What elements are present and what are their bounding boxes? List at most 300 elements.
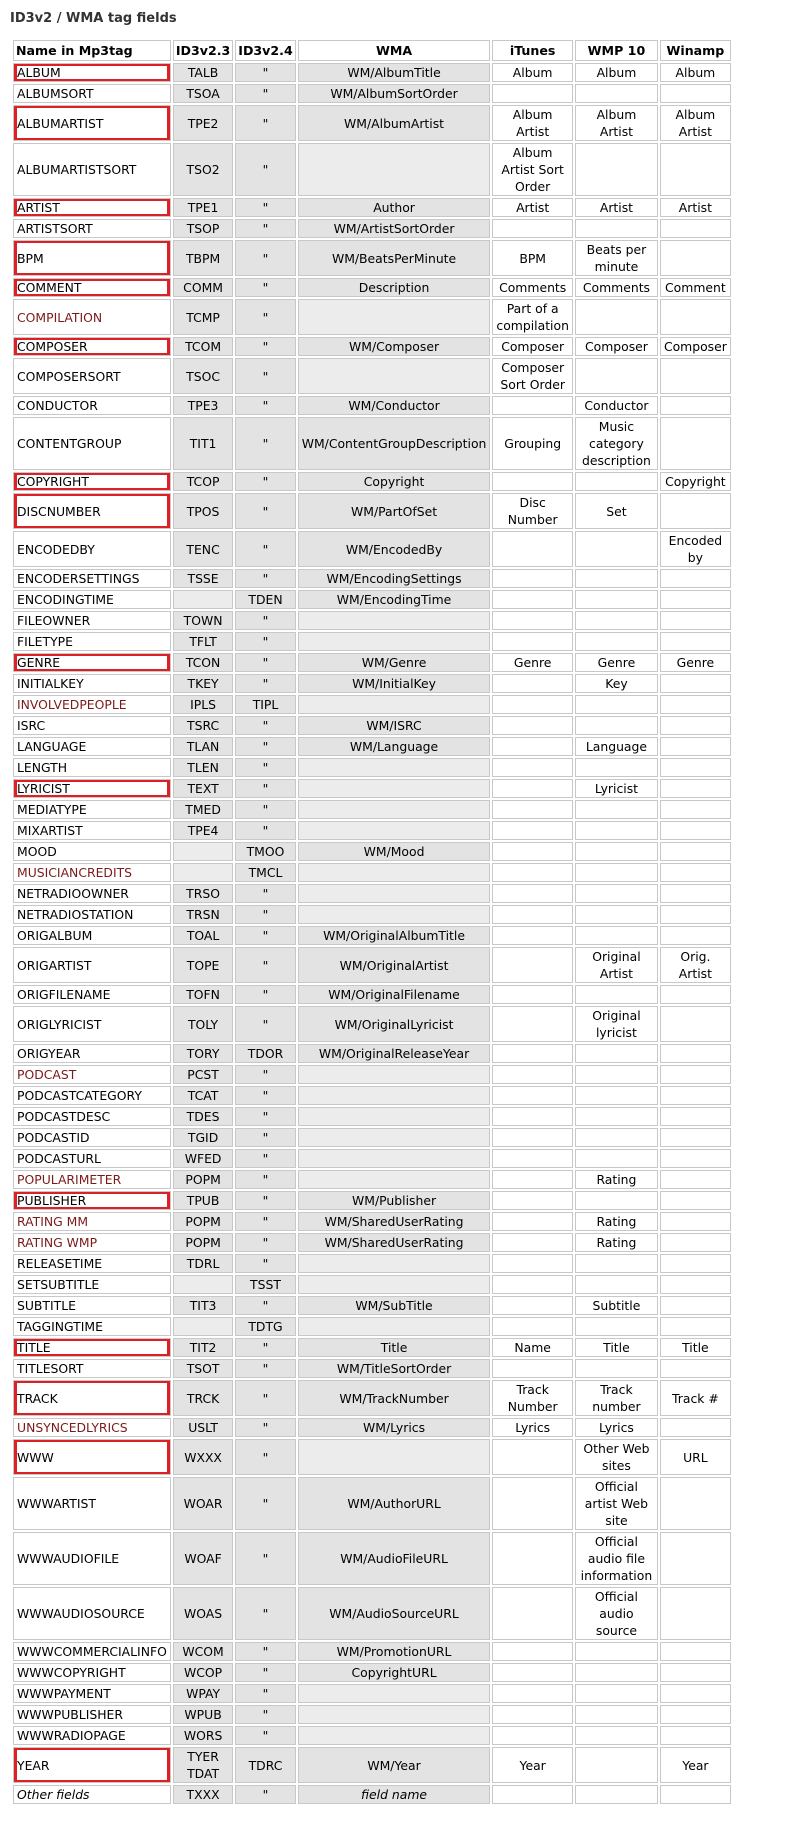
cell-id3v23 xyxy=(173,278,233,297)
cell-itunes xyxy=(492,695,573,714)
table-row xyxy=(13,1532,731,1585)
cell-wma xyxy=(298,947,491,983)
cell-wmp10-text: Rating xyxy=(596,1214,637,1229)
table-row xyxy=(13,1275,731,1294)
table-row xyxy=(13,1785,731,1804)
cell-itunes xyxy=(492,985,573,1004)
cell-id3v24-text: " xyxy=(262,541,269,557)
cell-itunes xyxy=(492,569,573,588)
cell-itunes xyxy=(492,800,573,819)
cell-winamp xyxy=(660,611,731,630)
cell-id3v24-text: TIPL xyxy=(252,697,279,712)
cell-wma xyxy=(298,1296,491,1315)
cell-wma-text: WM/Conductor xyxy=(348,398,440,413)
cell-wmp10-text: Subtitle xyxy=(592,1298,641,1313)
cell-id3v23-text: COMM xyxy=(183,280,223,295)
cell-id3v24 xyxy=(235,1107,295,1126)
cell-id3v23 xyxy=(173,198,233,217)
cell-id3v24-text: " xyxy=(262,1193,269,1208)
cell-wmp10 xyxy=(575,632,658,651)
cell-wmp10-text: Genre xyxy=(597,655,636,670)
cell-wmp10-text: Composer xyxy=(584,339,648,354)
cell-wma-text: WM/Composer xyxy=(349,339,440,354)
cell-id3v23-text: PCST xyxy=(187,1067,219,1082)
cell-wmp10 xyxy=(575,1006,658,1042)
cell-name xyxy=(13,674,171,693)
cell-wma xyxy=(298,632,491,651)
cell-wmp10-text: Official audio file information xyxy=(580,1534,653,1583)
cell-id3v23-text: TLAN xyxy=(186,739,220,754)
cell-id3v24-text: TDOR xyxy=(247,1046,284,1061)
cell-wmp10 xyxy=(575,1418,658,1437)
cell-name-text: ENCODERSETTINGS xyxy=(17,571,140,586)
cell-name xyxy=(13,1212,171,1231)
cell-id3v23 xyxy=(173,1726,233,1745)
table-row xyxy=(13,493,731,529)
cell-id3v23-text: TSSE xyxy=(187,571,219,586)
cell-name-text: ARTIST xyxy=(17,200,60,215)
cell-id3v24 xyxy=(235,1044,295,1063)
cell-winamp xyxy=(660,695,731,714)
table-row xyxy=(13,842,731,861)
table-row xyxy=(13,472,731,491)
cell-id3v23 xyxy=(173,884,233,903)
cell-id3v23-text: TIT1 xyxy=(189,436,217,451)
cell-id3v23-text: TXXX xyxy=(186,1787,220,1802)
cell-id3v23-text: WOAS xyxy=(184,1606,223,1621)
cell-id3v24-text: " xyxy=(262,676,269,691)
cell-wmp10 xyxy=(575,198,658,217)
cell-name xyxy=(13,758,171,777)
cell-itunes xyxy=(492,632,573,651)
cell-itunes xyxy=(492,1705,573,1724)
cell-id3v24 xyxy=(235,358,295,394)
cell-wma xyxy=(298,1006,491,1042)
cell-name-text: GENRE xyxy=(17,655,61,670)
cell-wma xyxy=(298,143,491,196)
cell-id3v23-text: TCOM xyxy=(185,339,222,354)
cell-id3v24-text: " xyxy=(262,823,269,838)
cell-winamp-text: URL xyxy=(683,1449,708,1465)
table-row xyxy=(13,1338,731,1357)
table-row xyxy=(13,737,731,756)
cell-id3v23 xyxy=(173,1233,233,1252)
cell-id3v24 xyxy=(235,219,295,238)
cell-winamp-text: Year xyxy=(682,1757,709,1773)
cell-id3v23-text: TOWN xyxy=(183,613,223,628)
cell-itunes-text: Part of a compilation xyxy=(496,301,569,333)
cell-itunes xyxy=(492,1726,573,1745)
cell-id3v24-text: " xyxy=(262,162,269,177)
cell-id3v23 xyxy=(173,337,233,356)
cell-itunes xyxy=(492,1191,573,1210)
cell-winamp-text: Genre xyxy=(676,655,715,670)
cell-wma-text: WM/AlbumTitle xyxy=(347,65,441,80)
cell-name xyxy=(13,821,171,840)
cell-id3v24 xyxy=(235,905,295,924)
cell-wma xyxy=(298,198,491,217)
cell-itunes-text: BPM xyxy=(519,250,546,266)
cell-itunes xyxy=(492,84,573,103)
cell-wma-text: Author xyxy=(373,200,415,215)
header-itunes: iTunes xyxy=(492,40,573,61)
table-row xyxy=(13,1006,731,1042)
cell-id3v24 xyxy=(235,1380,295,1416)
cell-name xyxy=(13,105,171,141)
cell-winamp xyxy=(660,240,731,276)
cell-wma-text: Copyright xyxy=(363,474,425,489)
cell-name-text: WWWARTIST xyxy=(17,1496,96,1511)
cell-id3v24 xyxy=(235,758,295,777)
cell-id3v23-text: POPM xyxy=(185,1172,221,1187)
cell-wmp10-text: Set xyxy=(606,503,627,519)
cell-name-text: PODCASTURL xyxy=(17,1151,101,1166)
cell-name-text: MUSICIANCREDITS xyxy=(17,865,133,880)
cell-wma xyxy=(298,1254,491,1273)
cell-itunes xyxy=(492,1663,573,1682)
cell-id3v23-text: TFLT xyxy=(189,634,217,649)
cell-id3v24-text: " xyxy=(262,987,269,1002)
cell-name-text: Other fields xyxy=(17,1787,90,1802)
cell-wma-text: WM/SharedUserRating xyxy=(324,1214,464,1229)
cell-winamp xyxy=(660,493,731,529)
table-row xyxy=(13,947,731,983)
cell-id3v23-text: TCMP xyxy=(186,309,220,325)
table-row xyxy=(13,1439,731,1475)
cell-id3v23-text: TRCK xyxy=(186,1390,220,1406)
cell-id3v23 xyxy=(173,1747,233,1783)
cell-wmp10 xyxy=(575,1107,658,1126)
cell-winamp xyxy=(660,1663,731,1682)
cell-id3v24 xyxy=(235,863,295,882)
cell-name xyxy=(13,1275,171,1294)
cell-id3v24 xyxy=(235,493,295,529)
cell-wma xyxy=(298,493,491,529)
cell-winamp xyxy=(660,632,731,651)
cell-id3v23 xyxy=(173,653,233,672)
cell-name-text: POPULARIMETER xyxy=(17,1172,122,1187)
cell-itunes xyxy=(492,1296,573,1315)
cell-id3v24 xyxy=(235,1684,295,1703)
cell-wma xyxy=(298,1086,491,1105)
cell-id3v23 xyxy=(173,1338,233,1357)
cell-id3v23 xyxy=(173,1684,233,1703)
cell-name-text: NETRADIOOWNER xyxy=(17,886,129,901)
cell-id3v24 xyxy=(235,653,295,672)
cell-wma xyxy=(298,569,491,588)
cell-winamp-text: Title xyxy=(682,1340,709,1355)
cell-wma xyxy=(298,695,491,714)
cell-id3v24 xyxy=(235,842,295,861)
cell-id3v23-text: TMED xyxy=(185,802,221,817)
cell-itunes xyxy=(492,396,573,415)
cell-itunes xyxy=(492,1006,573,1042)
cell-winamp xyxy=(660,863,731,882)
cell-id3v24-text: " xyxy=(262,474,269,489)
table-row xyxy=(13,611,731,630)
cell-id3v24 xyxy=(235,1317,295,1336)
cell-id3v24-text: " xyxy=(262,1644,269,1659)
cell-name-text: PODCAST xyxy=(17,1067,77,1082)
cell-wma xyxy=(298,105,491,141)
cell-wmp10 xyxy=(575,695,658,714)
cell-id3v23 xyxy=(173,105,233,141)
cell-name xyxy=(13,240,171,276)
cell-name xyxy=(13,417,171,470)
cell-winamp xyxy=(660,1726,731,1745)
table-row xyxy=(13,84,731,103)
table-row xyxy=(13,1107,731,1126)
cell-winamp-text: Track # xyxy=(672,1390,719,1406)
cell-id3v23 xyxy=(173,674,233,693)
cell-itunes-text: Grouping xyxy=(504,436,562,451)
header-id3v23: ID3v2.3 xyxy=(173,40,233,61)
cell-name xyxy=(13,396,171,415)
cell-id3v23 xyxy=(173,716,233,735)
cell-itunes xyxy=(492,1275,573,1294)
cell-id3v24 xyxy=(235,1785,295,1804)
cell-wmp10 xyxy=(575,1747,658,1783)
cell-name-text: COMPOSER xyxy=(17,339,88,354)
cell-name-text: SUBTITLE xyxy=(17,1298,76,1313)
cell-name-text: WWWPAYMENT xyxy=(17,1686,111,1701)
cell-wmp10 xyxy=(575,1191,658,1210)
cell-itunes xyxy=(492,653,573,672)
cell-id3v24-text: " xyxy=(262,1686,269,1701)
cell-wmp10-text: Key xyxy=(605,676,628,691)
cell-name xyxy=(13,905,171,924)
cell-wma-text: WM/OriginalLyricist xyxy=(334,1016,454,1032)
cell-name-text: CONDUCTOR xyxy=(17,398,98,413)
cell-id3v23-text: WFED xyxy=(184,1151,222,1166)
cell-wmp10 xyxy=(575,1254,658,1273)
cell-itunes xyxy=(492,1642,573,1661)
table-row xyxy=(13,198,731,217)
cell-id3v24 xyxy=(235,1233,295,1252)
cell-name-text: ARTISTSORT xyxy=(17,221,93,236)
cell-id3v24-text: " xyxy=(262,65,269,80)
cell-id3v24-text: " xyxy=(262,1420,269,1435)
cell-id3v24 xyxy=(235,569,295,588)
cell-name xyxy=(13,1296,171,1315)
cell-winamp xyxy=(660,800,731,819)
cell-name xyxy=(13,63,171,82)
cell-wmp10-text: Title xyxy=(603,1340,630,1355)
cell-id3v24-text: " xyxy=(262,1390,269,1406)
table-row xyxy=(13,1086,731,1105)
cell-winamp xyxy=(660,299,731,335)
cell-id3v24 xyxy=(235,1663,295,1682)
cell-name xyxy=(13,1233,171,1252)
cell-id3v24-text: " xyxy=(262,928,269,943)
cell-id3v24 xyxy=(235,1439,295,1475)
cell-wma-text: CopyrightURL xyxy=(351,1665,437,1680)
cell-id3v23 xyxy=(173,1170,233,1189)
cell-name xyxy=(13,1663,171,1682)
table-row xyxy=(13,417,731,470)
cell-name xyxy=(13,1359,171,1378)
cell-wmp10 xyxy=(575,1212,658,1231)
cell-wma xyxy=(298,653,491,672)
cell-wmp10 xyxy=(575,985,658,1004)
cell-id3v24 xyxy=(235,985,295,1004)
cell-winamp xyxy=(660,1107,731,1126)
cell-id3v24-text: " xyxy=(262,1016,269,1032)
cell-itunes xyxy=(492,1439,573,1475)
cell-wmp10-text: Official artist Web site xyxy=(584,1479,649,1528)
cell-id3v23 xyxy=(173,1149,233,1168)
cell-name xyxy=(13,299,171,335)
cell-winamp xyxy=(660,590,731,609)
cell-wmp10 xyxy=(575,1380,658,1416)
cell-wmp10-text: Conductor xyxy=(584,398,649,413)
cell-id3v24-text: TDRC xyxy=(248,1757,283,1773)
cell-id3v23 xyxy=(173,1418,233,1437)
cell-wma xyxy=(298,1044,491,1063)
table-row xyxy=(13,63,731,82)
cell-name-text: INVOLVEDPEOPLE xyxy=(17,697,127,712)
cell-id3v24-text: " xyxy=(262,1449,269,1465)
cell-itunes xyxy=(492,1128,573,1147)
cell-name-text: ORIGFILENAME xyxy=(17,987,111,1002)
cell-id3v24 xyxy=(235,884,295,903)
cell-name-text: TITLESORT xyxy=(17,1361,84,1376)
cell-id3v24 xyxy=(235,800,295,819)
cell-id3v23-text: TOAL xyxy=(186,928,220,943)
table-row xyxy=(13,1587,731,1640)
cell-winamp xyxy=(660,1254,731,1273)
cell-name-text: ENCODEDBY xyxy=(17,541,95,557)
cell-name xyxy=(13,1785,171,1804)
table-row xyxy=(13,1149,731,1168)
cell-wma-text: WM/PartOfSet xyxy=(351,503,438,519)
cell-name-text: ALBUMARTISTSORT xyxy=(17,162,137,177)
cell-wmp10 xyxy=(575,1439,658,1475)
cell-id3v23 xyxy=(173,1044,233,1063)
cell-id3v23-text: TDRL xyxy=(186,1256,220,1271)
cell-itunes-text: Artist xyxy=(516,200,550,215)
cell-id3v23 xyxy=(173,1107,233,1126)
cell-id3v24 xyxy=(235,1705,295,1724)
cell-id3v24-text: " xyxy=(262,1088,269,1103)
cell-wma xyxy=(298,1532,491,1585)
cell-id3v23 xyxy=(173,1128,233,1147)
cell-wma-text: WM/Year xyxy=(367,1757,421,1773)
cell-wmp10-text: Rating xyxy=(596,1235,637,1250)
cell-wma xyxy=(298,1587,491,1640)
cell-id3v23 xyxy=(173,611,233,630)
cell-wma xyxy=(298,1359,491,1378)
table-row xyxy=(13,569,731,588)
cell-wmp10 xyxy=(575,1587,658,1640)
cell-itunes xyxy=(492,884,573,903)
cell-id3v24 xyxy=(235,1149,295,1168)
cell-id3v23-text: TPE2 xyxy=(187,115,219,131)
cell-name xyxy=(13,493,171,529)
cell-itunes xyxy=(492,472,573,491)
table-row xyxy=(13,1212,731,1231)
cell-id3v24-text: " xyxy=(262,613,269,628)
cell-wma-text: WM/AudioFileURL xyxy=(340,1551,448,1566)
cell-winamp xyxy=(660,926,731,945)
table-row xyxy=(13,143,731,196)
cell-wma-text: WM/OriginalArtist xyxy=(339,957,449,973)
cell-name xyxy=(13,1587,171,1640)
cell-wmp10 xyxy=(575,884,658,903)
table-row xyxy=(13,800,731,819)
cell-name xyxy=(13,1338,171,1357)
table-row xyxy=(13,1747,731,1783)
cell-winamp xyxy=(660,84,731,103)
cell-name-text: MEDIATYPE xyxy=(17,802,87,817)
cell-name xyxy=(13,1418,171,1437)
cell-itunes-text: Album Artist xyxy=(512,107,553,139)
cell-id3v23 xyxy=(173,926,233,945)
cell-id3v24-text: " xyxy=(262,115,269,131)
cell-wma xyxy=(298,1418,491,1437)
cell-winamp xyxy=(660,1338,731,1357)
table-row xyxy=(13,337,731,356)
cell-id3v23-text: WXXX xyxy=(184,1449,222,1465)
cell-id3v24-text: " xyxy=(262,1256,269,1271)
cell-id3v23-text: TCOP xyxy=(186,474,220,489)
cell-winamp xyxy=(660,337,731,356)
cell-wma-text: WM/PromotionURL xyxy=(336,1644,452,1659)
cell-itunes xyxy=(492,1747,573,1783)
cell-itunes xyxy=(492,531,573,567)
table-row xyxy=(13,884,731,903)
cell-wma-text: WM/BeatsPerMinute xyxy=(331,250,457,266)
cell-id3v23-text: TOLY xyxy=(187,1016,219,1032)
cell-winamp xyxy=(660,1170,731,1189)
cell-id3v24-text: " xyxy=(262,309,269,325)
cell-id3v24 xyxy=(235,1726,295,1745)
table-row xyxy=(13,1317,731,1336)
cell-id3v23 xyxy=(173,1785,233,1804)
cell-id3v23 xyxy=(173,863,233,882)
cell-itunes xyxy=(492,716,573,735)
cell-id3v23 xyxy=(173,1212,233,1231)
cell-id3v23-text: TLEN xyxy=(187,760,219,775)
cell-name xyxy=(13,1684,171,1703)
cell-id3v24-text: " xyxy=(262,1665,269,1680)
cell-id3v23 xyxy=(173,947,233,983)
cell-itunes xyxy=(492,143,573,196)
cell-winamp xyxy=(660,531,731,567)
table-row xyxy=(13,278,731,297)
cell-itunes-text: Comments xyxy=(499,280,567,295)
table-row xyxy=(13,105,731,141)
cell-name xyxy=(13,1254,171,1273)
cell-winamp xyxy=(660,1477,731,1530)
cell-winamp xyxy=(660,1317,731,1336)
cell-id3v23 xyxy=(173,1006,233,1042)
cell-id3v23 xyxy=(173,985,233,1004)
table-row xyxy=(13,219,731,238)
cell-id3v23-text: WPAY xyxy=(186,1686,221,1701)
cell-wma-text: WM/ISRC xyxy=(366,718,422,733)
cell-id3v23-text: TDES xyxy=(186,1109,220,1124)
cell-wma xyxy=(298,1170,491,1189)
cell-name xyxy=(13,1065,171,1084)
cell-wmp10 xyxy=(575,1233,658,1252)
cell-id3v24-text: " xyxy=(262,634,269,649)
cell-itunes xyxy=(492,1149,573,1168)
cell-itunes-text: Disc Number xyxy=(507,495,558,527)
cell-winamp xyxy=(660,821,731,840)
cell-id3v23-text: WOAR xyxy=(183,1496,223,1511)
cell-winamp xyxy=(660,1275,731,1294)
